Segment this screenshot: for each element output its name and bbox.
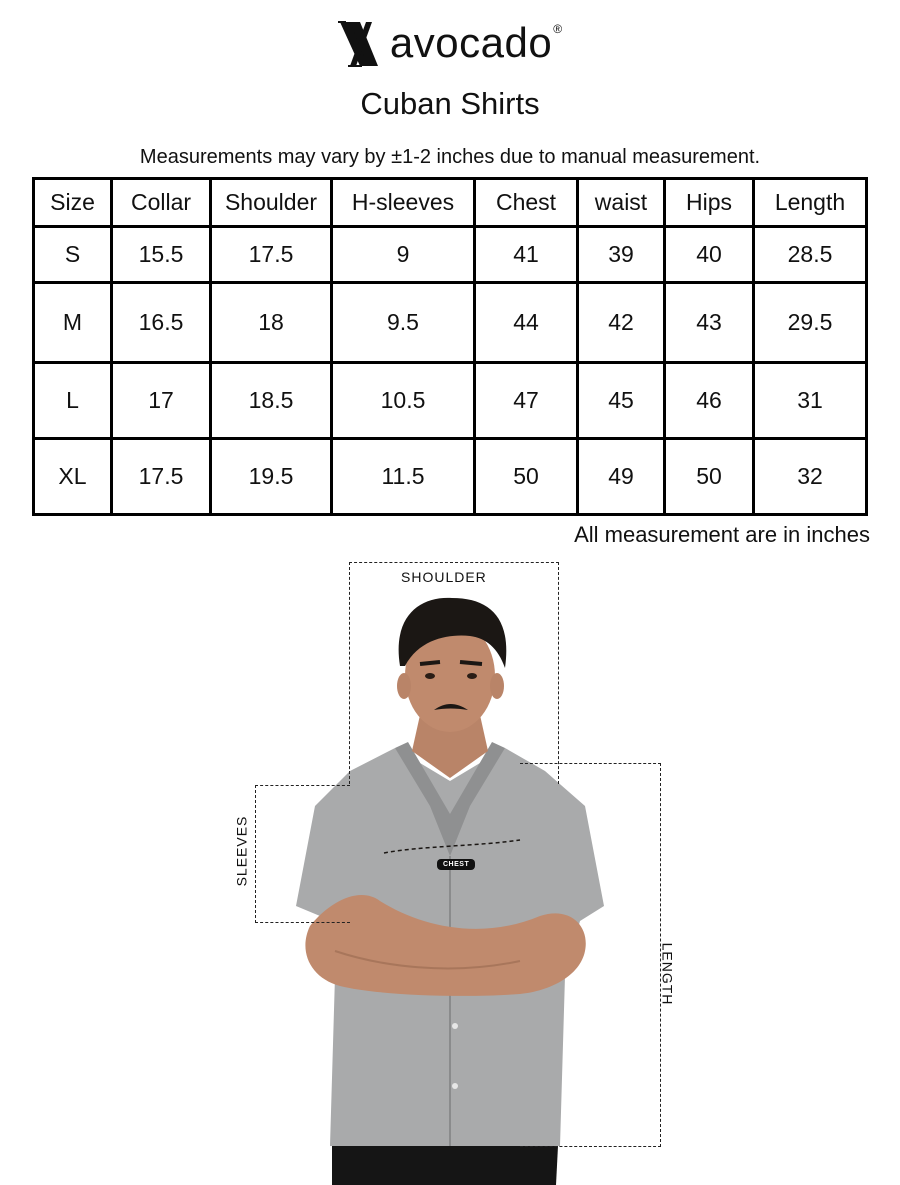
cell-h-sleeves: 9: [332, 227, 475, 283]
registered-mark: ®: [553, 22, 563, 36]
cell-chest: 41: [475, 227, 578, 283]
cell-waist: 39: [578, 227, 665, 283]
cell-collar: 17.5: [112, 439, 211, 515]
cell-h-sleeves: 9.5: [332, 283, 475, 363]
cell-chest: 47: [475, 363, 578, 439]
units-note: All measurement are in inches: [574, 522, 870, 547]
model-figure: [0, 556, 900, 1185]
cell-waist: 45: [578, 363, 665, 439]
measurement-note: Measurements may vary by ±1-2 inches due to manual measurement.: [139, 146, 761, 168]
header-length: Length: [754, 179, 867, 227]
cell-length: 31: [754, 363, 867, 439]
shoulder-label: SHOULDER: [401, 569, 487, 585]
cell-size: L: [34, 363, 112, 439]
cell-shoulder: 18: [211, 283, 332, 363]
brand-name: avocado: [389, 19, 553, 66]
cell-chest: 44: [475, 283, 578, 363]
length-guide: [520, 763, 661, 1147]
chest-badge: CHEST: [437, 859, 475, 870]
table-header-row: [34, 179, 867, 227]
cell-size: S: [34, 227, 112, 283]
table-row: [34, 227, 867, 283]
table-row: [34, 283, 867, 363]
cell-hips: 40: [665, 227, 754, 283]
brand-mark-icon: [338, 18, 388, 70]
cell-waist: 42: [578, 283, 665, 363]
cell-hips: 50: [665, 439, 754, 515]
cell-length: 32: [754, 439, 867, 515]
cell-h-sleeves: 10.5: [332, 363, 475, 439]
cell-size: M: [34, 283, 112, 363]
header-collar: Collar: [112, 179, 211, 227]
cell-collar: 15.5: [112, 227, 211, 283]
cell-shoulder: 18.5: [211, 363, 332, 439]
header-shoulder: Shoulder: [211, 179, 332, 227]
cell-size: XL: [34, 439, 112, 515]
table-row: [34, 363, 867, 439]
cell-collar: 16.5: [112, 283, 211, 363]
size-chart-table: [32, 177, 868, 516]
cell-length: 28.5: [754, 227, 867, 283]
header-waist: waist: [578, 179, 665, 227]
cell-collar: 17: [112, 363, 211, 439]
trousers: [332, 1146, 558, 1185]
brand-logo: [0, 14, 900, 74]
table-row: [34, 439, 867, 515]
cell-shoulder: 19.5: [211, 439, 332, 515]
cell-shoulder: 17.5: [211, 227, 332, 283]
header-h-sleeves: H-sleeves: [332, 179, 475, 227]
header-chest: Chest: [475, 179, 578, 227]
cell-hips: 46: [665, 363, 754, 439]
header-size: Size: [34, 179, 112, 227]
cell-h-sleeves: 11.5: [332, 439, 475, 515]
sleeves-guide: [255, 785, 350, 923]
page-title: Cuban Shirts: [360, 86, 540, 121]
cell-chest: 50: [475, 439, 578, 515]
cell-waist: 49: [578, 439, 665, 515]
cell-hips: 43: [665, 283, 754, 363]
shoulder-guide: [349, 562, 559, 784]
header-hips: Hips: [665, 179, 754, 227]
length-label: LENGTH: [659, 942, 676, 1006]
sleeves-label: SLEEVES: [233, 815, 250, 887]
cell-length: 29.5: [754, 283, 867, 363]
